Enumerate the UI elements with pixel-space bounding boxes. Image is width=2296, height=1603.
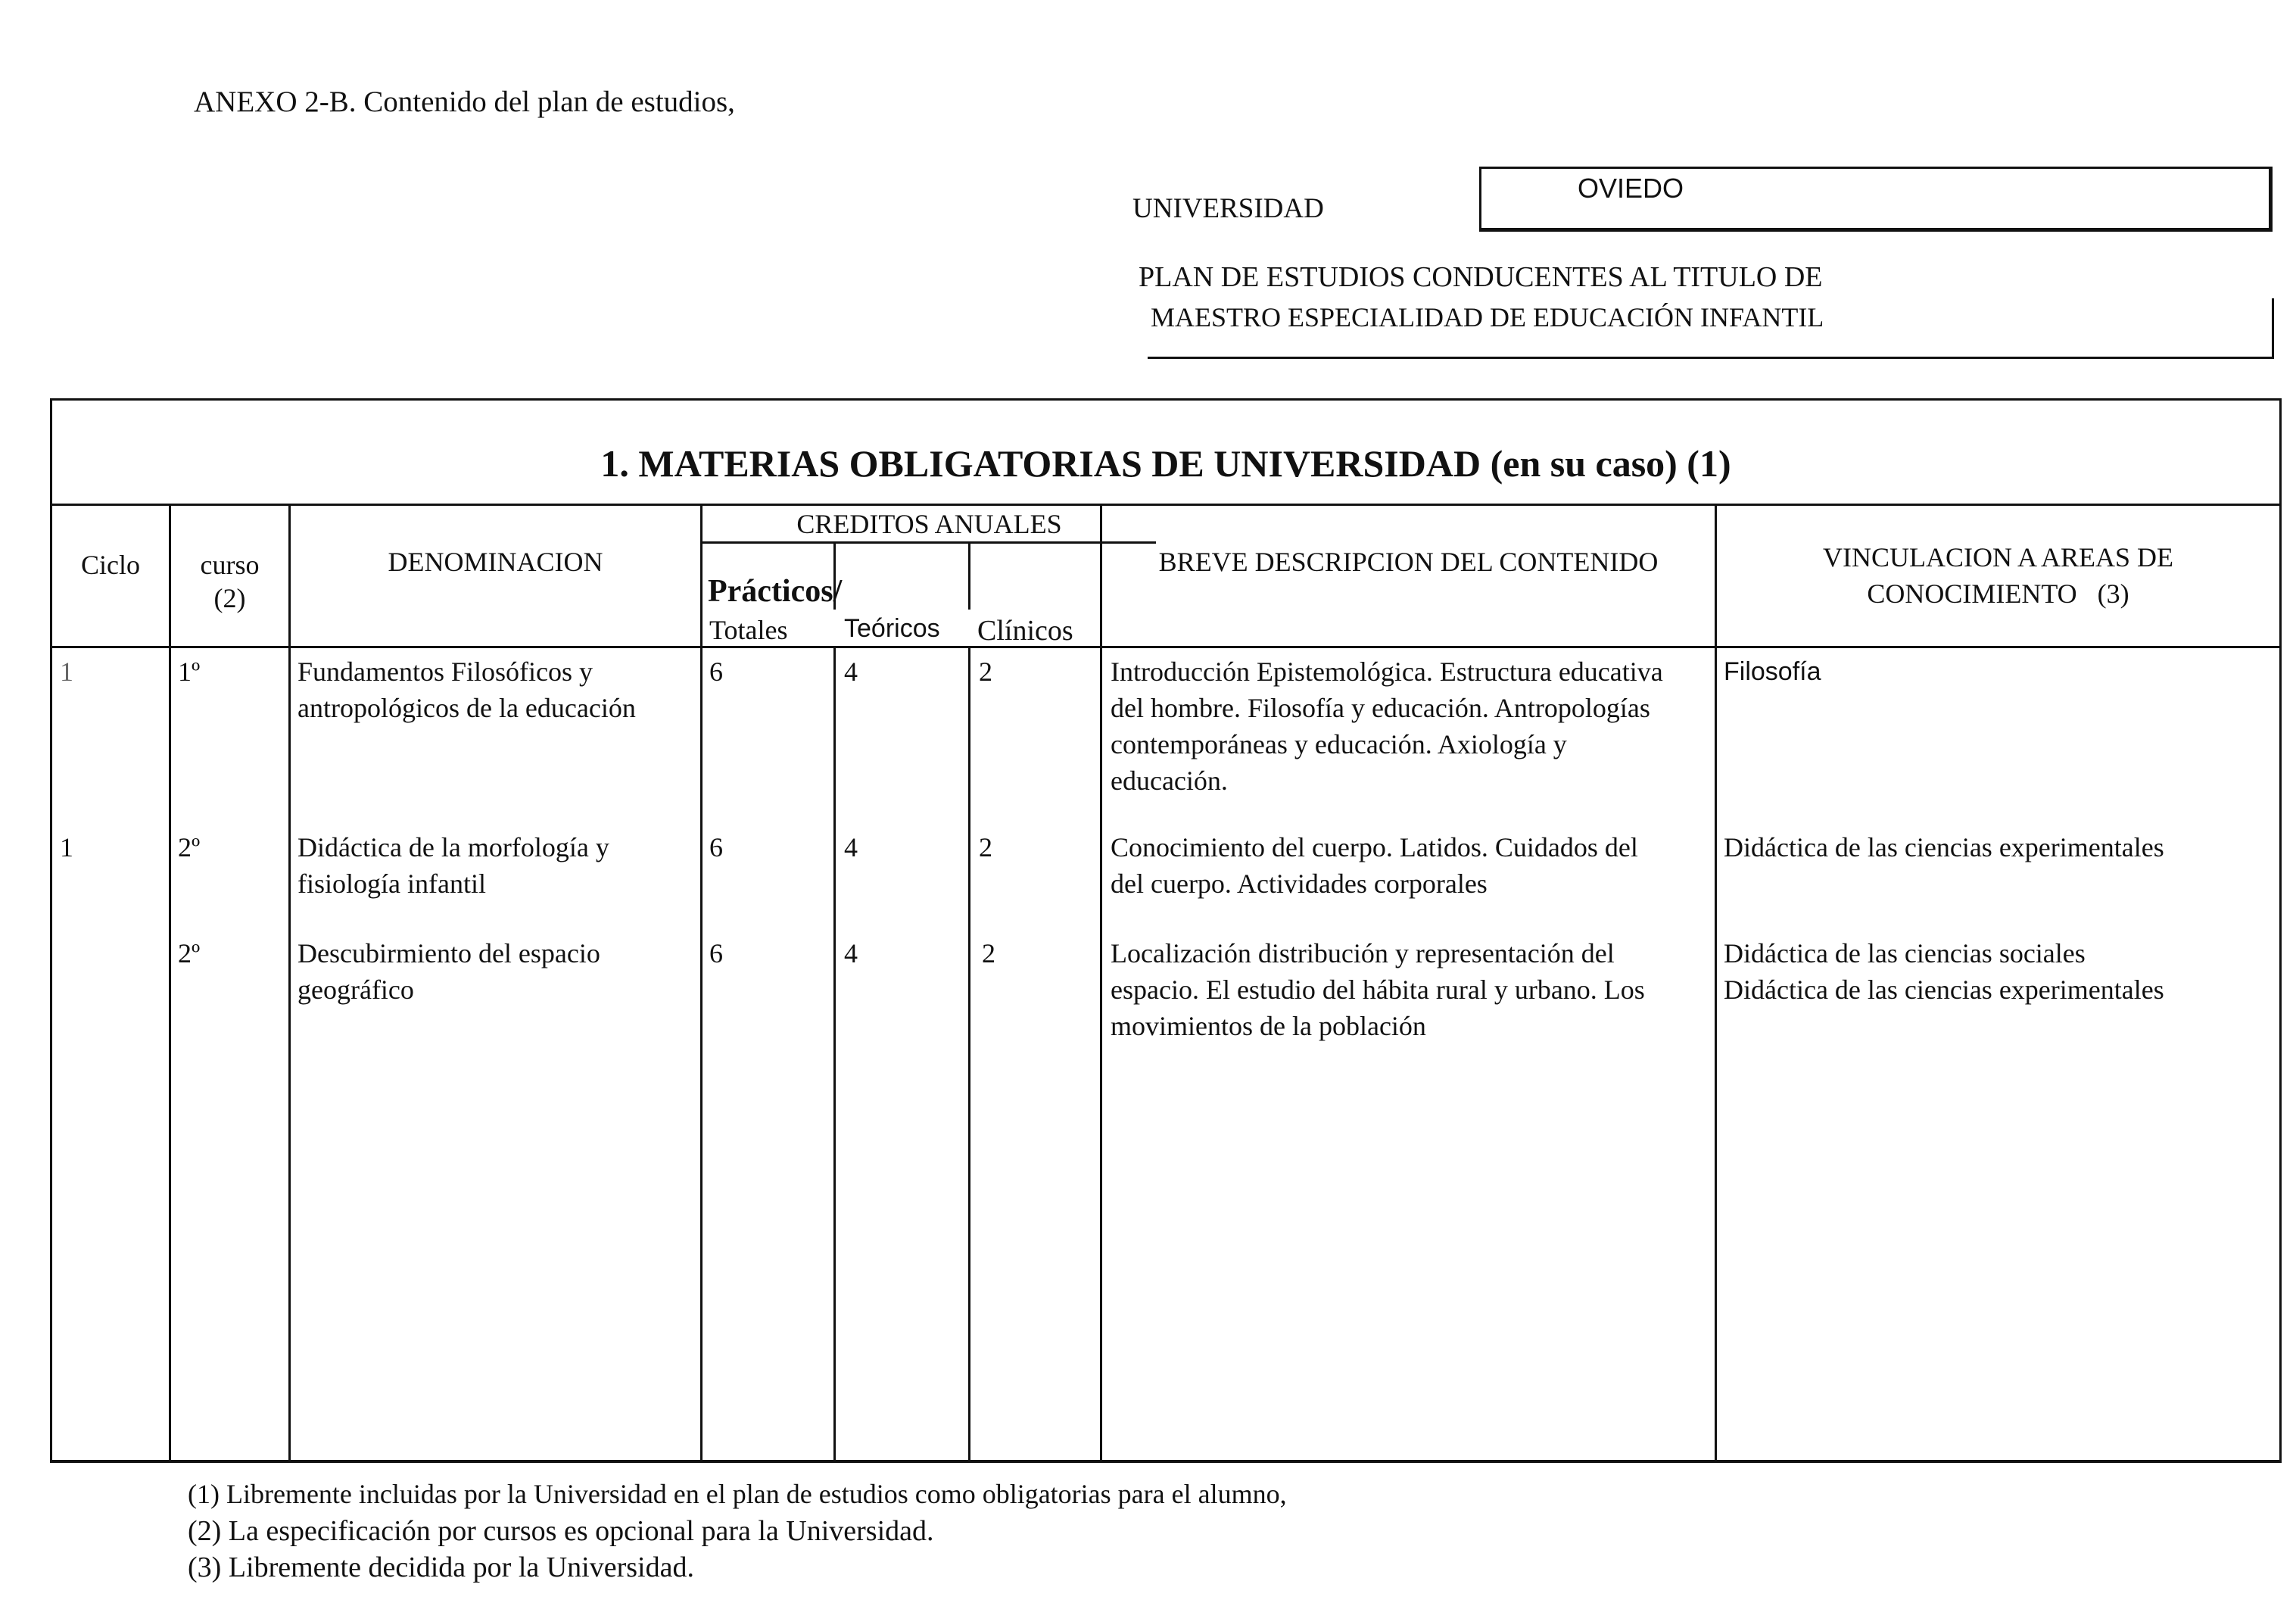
header-descripcion: BREVE DESCRIPCION DEL CONTENIDO: [1158, 547, 1659, 577]
row2-ciclo: 1: [60, 832, 73, 862]
header-totales: Totales: [709, 615, 788, 645]
plan-label: PLAN DE ESTUDIOS CONDUCENTES AL TITULO DE: [1139, 261, 1823, 293]
header-teoricos: Teóricos: [844, 614, 940, 643]
row3-teoricos: 4: [844, 938, 858, 968]
row2-denominacion-1: Didáctica de la morfología y: [298, 832, 609, 862]
footnote-1: (1) Libremente incluidas por la Universidad en el plan de estudios como obligatorias para el alumno,: [188, 1479, 1287, 1509]
header-ciclo: Ciclo: [81, 550, 140, 580]
row1-totales: 6: [709, 656, 723, 687]
row1-ciclo: 1: [60, 656, 73, 687]
row2-descripcion-1: Conocimiento del cuerpo. Latidos. Cuidados del: [1111, 832, 1638, 862]
row3-denominacion-1: Descubirmiento del espacio: [298, 938, 600, 968]
header-curso: curso: [200, 550, 260, 580]
header-practicos: Prácticos/: [708, 574, 843, 609]
row2-clinicos: 2: [979, 832, 992, 862]
row3-clinicos: 2: [982, 938, 995, 968]
row1-curso: 1º: [178, 656, 201, 687]
row1-denominacion-1: Fundamentos Filosóficos y: [298, 656, 593, 687]
row1-descripcion-2: del hombre. Filosofía y educación. Antropologías: [1111, 693, 1650, 723]
col-divider: [968, 541, 970, 610]
degree-value: MAESTRO ESPECIALIDAD DE EDUCACIÓN INFANTIL: [1151, 302, 1824, 332]
row2-vinculacion-1: Didáctica de las ciencias experimentales: [1724, 832, 2164, 862]
table-title: 1. MATERIAS OBLIGATORIAS DE UNIVERSIDAD (en su caso) (1): [600, 442, 1731, 485]
row2-teoricos: 4: [844, 832, 858, 862]
row3-vinculacion-1: Didáctica de las ciencias sociales: [1724, 938, 2086, 968]
col-divider: [1100, 504, 1102, 1462]
header-vinculacion-1: VINCULACION A AREAS DE: [1822, 542, 2174, 572]
footnote-2: (2) La especificación por cursos es opcional para la Universidad.: [188, 1515, 934, 1547]
header-denominacion: DENOMINACION: [388, 547, 603, 577]
row3-descripcion-3: movimientos de la población: [1111, 1011, 1426, 1041]
row2-descripcion-2: del cuerpo. Actividades corporales: [1111, 869, 1488, 899]
header-vinculacion-2: CONOCIMIENTO (3): [1867, 579, 2129, 609]
col-divider: [968, 646, 970, 1462]
row2-denominacion-2: fisiología infantil: [298, 869, 486, 899]
row3-curso: 2º: [178, 938, 201, 968]
row3-totales: 6: [709, 938, 723, 968]
row2-totales: 6: [709, 832, 723, 862]
university-label: UNIVERSIDAD: [1132, 193, 1324, 224]
col-divider: [833, 646, 836, 1462]
col-divider: [1715, 504, 1717, 1462]
university-value: OVIEDO: [1578, 173, 1684, 204]
annex-title: ANEXO 2-B. Contenido del plan de estudios,: [194, 86, 735, 118]
header-creditos: CREDITOS ANUALES: [796, 509, 1062, 539]
row3-vinculacion-2: Didáctica de las ciencias experimentales: [1724, 975, 2164, 1005]
row2-curso: 2º: [178, 832, 201, 862]
header-divider: [52, 646, 2279, 648]
header-clinicos: Clínicos: [977, 615, 1073, 647]
row1-descripcion-3: contemporáneas y educación. Axiología y: [1111, 729, 1567, 759]
row1-denominacion-2: antropológicos de la educación: [298, 693, 636, 723]
row1-descripcion-4: educación.: [1111, 766, 1228, 796]
footnote-3: (3) Libremente decidida por la Universidad.: [188, 1552, 694, 1583]
row1-descripcion-1: Introducción Epistemológica. Estructura educativa: [1111, 656, 1663, 687]
col-divider: [700, 504, 703, 1462]
row3-descripcion-2: espacio. El estudio del hábita rural y urbano. Los: [1111, 975, 1645, 1005]
title-divider: [52, 504, 2279, 506]
col-divider: [169, 504, 171, 1462]
row1-clinicos: 2: [979, 656, 992, 687]
row1-teoricos: 4: [844, 656, 858, 687]
header-curso-note: (2): [213, 583, 246, 613]
subjects-table: [50, 398, 2282, 1463]
row1-vinculacion-1: Filosofía: [1724, 657, 1821, 686]
credits-divider: [700, 541, 1156, 544]
row3-descripcion-1: Localización distribución y representación del: [1111, 938, 1615, 968]
row3-denominacion-2: geográfico: [298, 975, 414, 1005]
col-divider: [288, 504, 291, 1462]
